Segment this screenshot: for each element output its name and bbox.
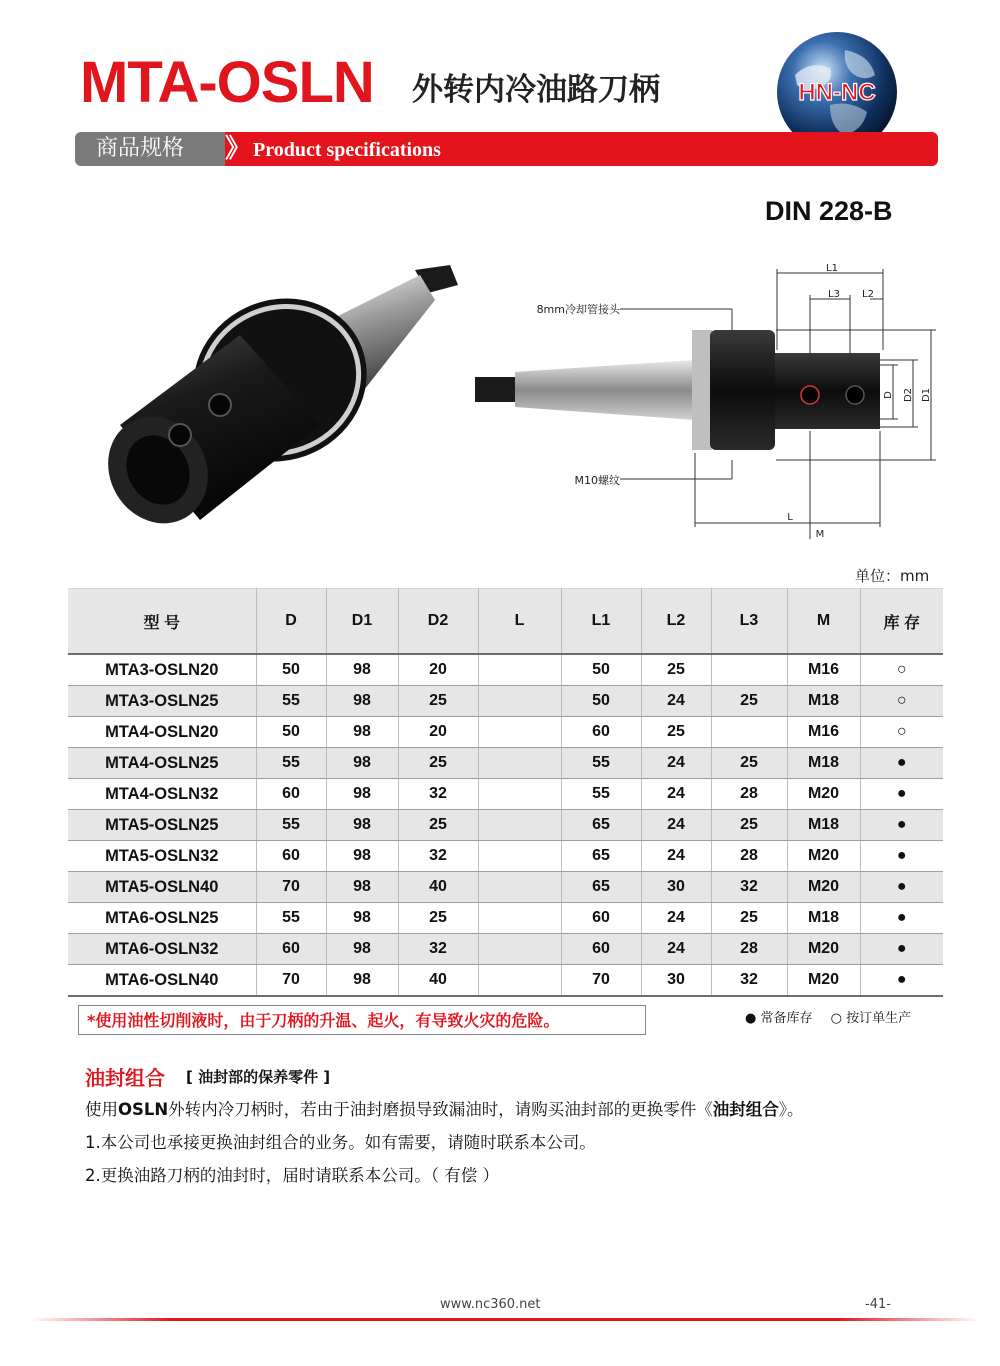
technical-drawing — [470, 255, 945, 545]
section-label-cn: 商品规格 — [96, 136, 185, 161]
table-cell: MTA4-OSLN32 — [68, 779, 256, 810]
table-cell: 98 — [326, 934, 398, 965]
oil-seal-paragraph-2: 1.本公司也承接更换油封组合的业务。如有需要，请随时联系本公司。 — [85, 1133, 596, 1152]
table-cell: 60 — [256, 779, 326, 810]
dim-label-d2: D2 — [903, 387, 914, 403]
table-cell: 32 — [398, 779, 478, 810]
oil-seal-paragraph-3: 2.更换油路刀柄的油封时，届时请联系本公司。（ 有偿 ） — [85, 1166, 499, 1185]
oil-seal-subtitle: [ 油封部的保养零件 ] — [186, 1068, 331, 1086]
col-header-l3: L3 — [711, 589, 787, 655]
table-cell: 25 — [711, 748, 787, 779]
table-cell: MTA6-OSLN40 — [68, 965, 256, 997]
table-cell: ● — [860, 934, 943, 965]
table-cell — [478, 654, 561, 686]
table-cell — [711, 654, 787, 686]
table-cell: 32 — [398, 841, 478, 872]
table-cell: 32 — [711, 872, 787, 903]
table-cell: ● — [860, 903, 943, 934]
table-cell: 98 — [326, 686, 398, 717]
table-cell — [478, 872, 561, 903]
table-row — [68, 903, 943, 934]
table-cell: 20 — [398, 717, 478, 748]
table-cell: 24 — [641, 934, 711, 965]
table-cell: 32 — [398, 934, 478, 965]
product-photo — [90, 255, 465, 525]
col-header-l2: L2 — [641, 589, 711, 655]
table-cell: M20 — [787, 779, 860, 810]
legend-order: ○ 按订单生产 — [830, 1011, 912, 1026]
table-cell: 40 — [398, 965, 478, 997]
col-header-m: M — [787, 589, 860, 655]
table-cell: MTA4-OSLN25 — [68, 748, 256, 779]
table-row — [68, 748, 943, 779]
table-cell: 25 — [398, 748, 478, 779]
table-cell: 60 — [256, 841, 326, 872]
table-cell: 24 — [641, 903, 711, 934]
table-cell: 50 — [256, 654, 326, 686]
table-cell: 25 — [641, 654, 711, 686]
table-cell: 40 — [398, 872, 478, 903]
table-cell: MTA5-OSLN40 — [68, 872, 256, 903]
table-cell: M16 — [787, 654, 860, 686]
table-cell: M20 — [787, 934, 860, 965]
table-cell: 60 — [561, 934, 641, 965]
oil-seal-paragraph-1: 使用OSLN外转内冷刀柄时，若由于油封磨损导致漏油时，请购买油封部的更换零件《油封组合》。 — [85, 1100, 804, 1119]
table-row — [68, 841, 943, 872]
table-cell: 98 — [326, 810, 398, 841]
table-cell: 98 — [326, 779, 398, 810]
table-cell: 24 — [641, 810, 711, 841]
table-cell: ● — [860, 748, 943, 779]
table-cell: 24 — [641, 748, 711, 779]
dim-label-l2: L2 — [862, 289, 874, 300]
table-cell: 98 — [326, 965, 398, 997]
dim-label-m: M — [815, 529, 825, 540]
table-cell: 55 — [561, 748, 641, 779]
table-row — [68, 654, 943, 686]
dim-label-d: D — [883, 391, 894, 399]
table-cell: ● — [860, 779, 943, 810]
table-cell: 28 — [711, 841, 787, 872]
table-cell — [478, 841, 561, 872]
table-cell: 24 — [641, 841, 711, 872]
table-cell: 98 — [326, 903, 398, 934]
table-cell — [478, 965, 561, 997]
table-cell: 60 — [561, 717, 641, 748]
table-row — [68, 810, 943, 841]
dim-label-l: L — [787, 512, 793, 523]
table-cell: 24 — [641, 686, 711, 717]
table-cell: 28 — [711, 779, 787, 810]
table-cell: 55 — [256, 748, 326, 779]
table-cell: 70 — [256, 872, 326, 903]
section-label-en: Product specifications — [253, 139, 441, 161]
table-cell: MTA5-OSLN32 — [68, 841, 256, 872]
footer-url[interactable]: www.nc360.net — [440, 1297, 541, 1312]
table-row — [68, 934, 943, 965]
table-cell — [711, 717, 787, 748]
table-row — [68, 965, 943, 997]
col-header-d2: D2 — [398, 589, 478, 655]
table-cell: ○ — [860, 686, 943, 717]
warning-box: *使用油性切削液时，由于刀柄的升温、起火，有导致火灾的危险。 — [78, 1005, 646, 1035]
table-cell: 25 — [711, 810, 787, 841]
col-header-model: 型 号 — [68, 589, 256, 655]
footer-divider — [30, 1318, 980, 1321]
table-cell — [478, 686, 561, 717]
table-cell: 20 — [398, 654, 478, 686]
table-cell: 25 — [711, 686, 787, 717]
dim-label-l3: L3 — [828, 289, 840, 300]
table-cell: M18 — [787, 903, 860, 934]
table-cell: MTA6-OSLN25 — [68, 903, 256, 934]
table-cell: 65 — [561, 841, 641, 872]
table-cell: 30 — [641, 965, 711, 997]
page-title-model: MTA-OSLN — [80, 50, 374, 115]
logo-text: HN-NC — [798, 79, 876, 106]
table-cell: M20 — [787, 872, 860, 903]
table-cell: 98 — [326, 654, 398, 686]
table-cell: 98 — [326, 872, 398, 903]
col-header-l1: L1 — [561, 589, 641, 655]
table-cell: 70 — [561, 965, 641, 997]
table-cell: M18 — [787, 686, 860, 717]
section-bar-grey-tip — [208, 132, 225, 166]
table-cell: MTA3-OSLN25 — [68, 686, 256, 717]
table-cell: 25 — [398, 810, 478, 841]
standard-label: DIN 228-B — [765, 196, 893, 226]
table-cell: ● — [860, 810, 943, 841]
table-cell: 65 — [561, 872, 641, 903]
table-cell — [478, 810, 561, 841]
spec-table — [68, 588, 943, 997]
table-cell: 25 — [711, 903, 787, 934]
page-number: -41- — [865, 1297, 891, 1312]
table-cell: 60 — [561, 903, 641, 934]
table-cell: 98 — [326, 748, 398, 779]
col-header-l: L — [478, 589, 561, 655]
table-cell: MTA5-OSLN25 — [68, 810, 256, 841]
table-cell: 25 — [398, 903, 478, 934]
table-cell: MTA6-OSLN32 — [68, 934, 256, 965]
coolant-fitting-label: 8mm冷却管接头 — [536, 303, 620, 316]
col-header-stock: 库 存 — [860, 589, 943, 655]
col-header-d: D — [256, 589, 326, 655]
table-cell: M16 — [787, 717, 860, 748]
table-cell: 65 — [561, 810, 641, 841]
table-cell: 55 — [256, 686, 326, 717]
table-cell: MTA4-OSLN20 — [68, 717, 256, 748]
table-cell: 55 — [256, 810, 326, 841]
table-cell: 98 — [326, 717, 398, 748]
oil-seal-title: 油封组合 — [85, 1066, 165, 1090]
table-cell — [478, 717, 561, 748]
col-header-d1: D1 — [326, 589, 398, 655]
table-cell — [478, 903, 561, 934]
table-cell: M20 — [787, 965, 860, 997]
table-cell: M20 — [787, 841, 860, 872]
table-row — [68, 872, 943, 903]
table-row — [68, 686, 943, 717]
table-cell: 24 — [641, 779, 711, 810]
table-cell — [478, 779, 561, 810]
table-cell: ● — [860, 965, 943, 997]
legend-stock: ● 常备库存 — [745, 1011, 813, 1026]
chevron-right-icon: 》 — [225, 134, 246, 164]
table-cell: ● — [860, 872, 943, 903]
thread-label: M10螺纹 — [574, 474, 620, 487]
table-cell — [478, 748, 561, 779]
table-row — [68, 717, 943, 748]
table-cell: 25 — [641, 717, 711, 748]
table-cell: ● — [860, 841, 943, 872]
table-cell: 50 — [561, 686, 641, 717]
table-cell: 55 — [256, 903, 326, 934]
table-cell: MTA3-OSLN20 — [68, 654, 256, 686]
table-cell: M18 — [787, 810, 860, 841]
table-header-row — [68, 589, 943, 655]
table-cell: 32 — [711, 965, 787, 997]
table-cell: 60 — [256, 934, 326, 965]
table-row — [68, 779, 943, 810]
table-cell: 30 — [641, 872, 711, 903]
table-cell: ○ — [860, 717, 943, 748]
table-cell: 25 — [398, 686, 478, 717]
table-cell: 98 — [326, 841, 398, 872]
table-cell: 55 — [561, 779, 641, 810]
table-cell: 50 — [256, 717, 326, 748]
unit-label: 单位：mm — [855, 567, 930, 585]
stock-legend — [745, 1007, 925, 1026]
table-cell: M18 — [787, 748, 860, 779]
dim-label-d1: D1 — [921, 387, 932, 403]
page-title-description: 外转内冷油路刀柄 — [412, 72, 660, 108]
table-cell: 70 — [256, 965, 326, 997]
table-cell — [478, 934, 561, 965]
dim-label-l1: L1 — [826, 263, 838, 274]
table-cell: 50 — [561, 654, 641, 686]
table-cell: 28 — [711, 934, 787, 965]
table-cell: ○ — [860, 654, 943, 686]
